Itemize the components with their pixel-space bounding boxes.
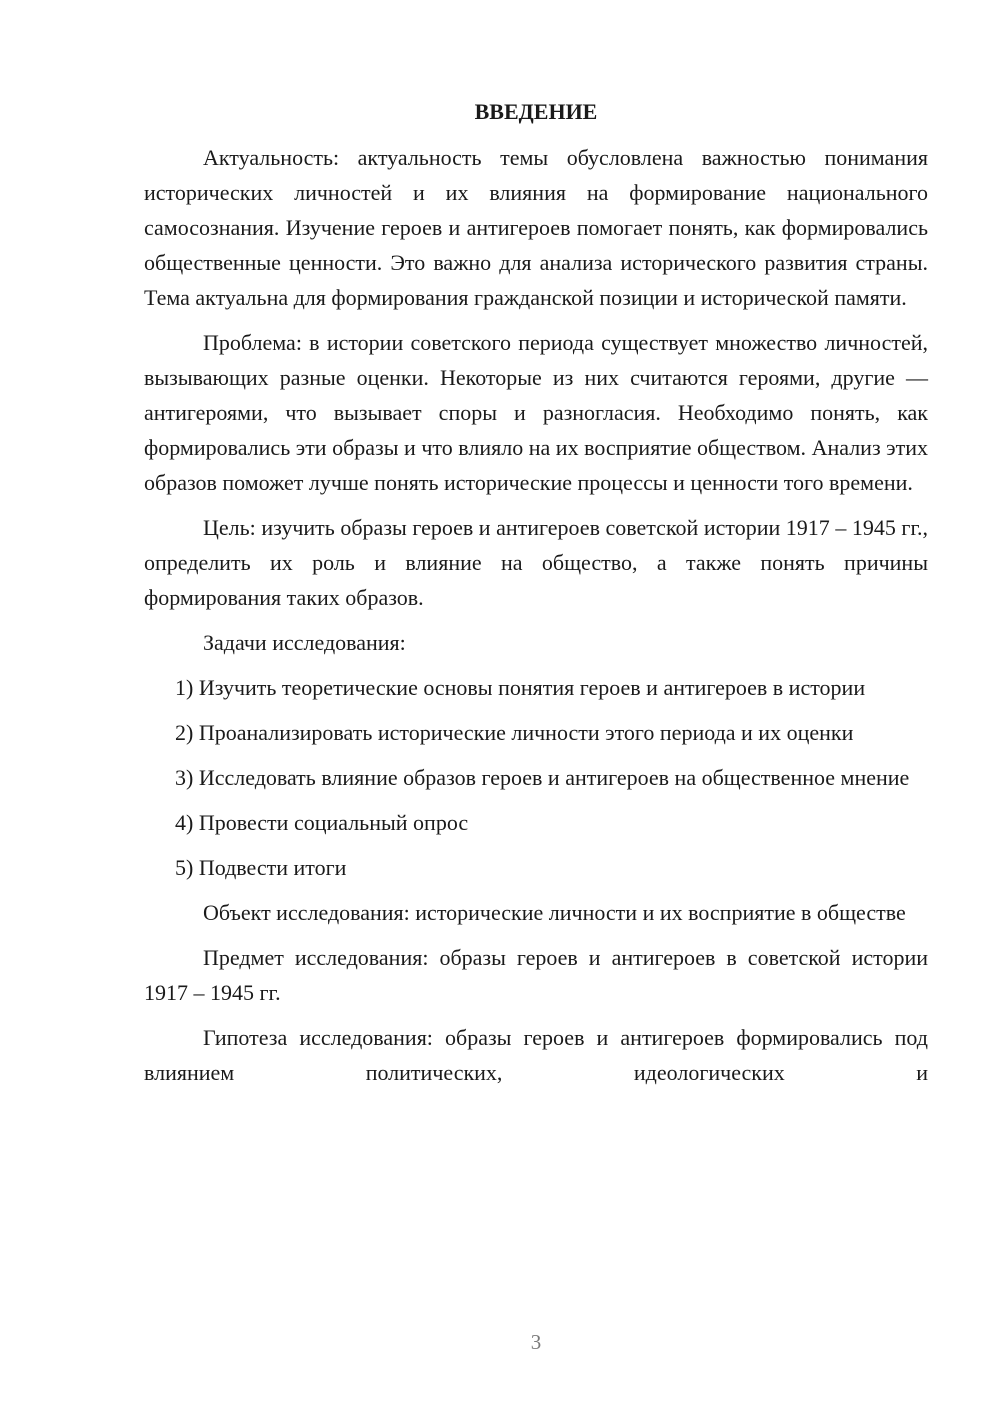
task-item-3: 3) Исследовать влияние образов героев и антигероев на общественное мнение	[175, 765, 910, 790]
paragraph-problem: Проблема: в истории советского периода существует множество личностей, вызывающих разные оценки. Некоторые из них считаются героями, другие — антигероями, что вызывает споры и разногласия. Необходимо понять, как формировались эти образы и что влияло на их восприятие обществом. Анализ этих образов поможет лучше понять исторические процессы и ценности того времени.	[144, 330, 928, 495]
tasks-heading: Задачи исследования:	[203, 630, 406, 655]
task-item-4: 4) Провести социальный опрос	[175, 810, 469, 835]
document-page	[144, 96, 928, 1100]
paragraph-relevance: Актуальность: актуальность темы обусловлена важностью понимания исторических личностей и их влияния на формирование национального самосознания. Изучение героев и антигероев помогает понять, как формировались общественные ценности. Это важно для анализа исторического развития страны. Тема актуальна для формирования гражданской позиции и исторической памяти.	[144, 145, 928, 310]
task-item-2: 2) Проанализировать исторические личности этого периода и их оценки	[175, 720, 854, 745]
task-item-1: 1) Изучить теоретические основы понятия героев и антигероев в истории	[175, 675, 866, 700]
paragraph-hypothesis: Гипотеза исследования: образы героев и антигероев формировались под влиянием политических, идеологических и	[144, 1025, 928, 1085]
page-number: 3	[530, 1330, 542, 1354]
task-item-5: 5) Подвести итоги	[175, 855, 347, 880]
document-title: ВВЕДЕНИЕ	[474, 99, 598, 124]
paragraph-subject: Предмет исследования: образы героев и антигероев в советской истории 1917 – 1945 гг.	[144, 945, 928, 1005]
paragraph-goal: Цель: изучить образы героев и антигероев советской истории 1917 – 1945 гг., определить их роль и влияние на общество, а также понять причины формирования таких образов.	[144, 515, 928, 610]
paragraph-object: Объект исследования: исторические личности и их восприятие в обществе	[203, 900, 906, 925]
